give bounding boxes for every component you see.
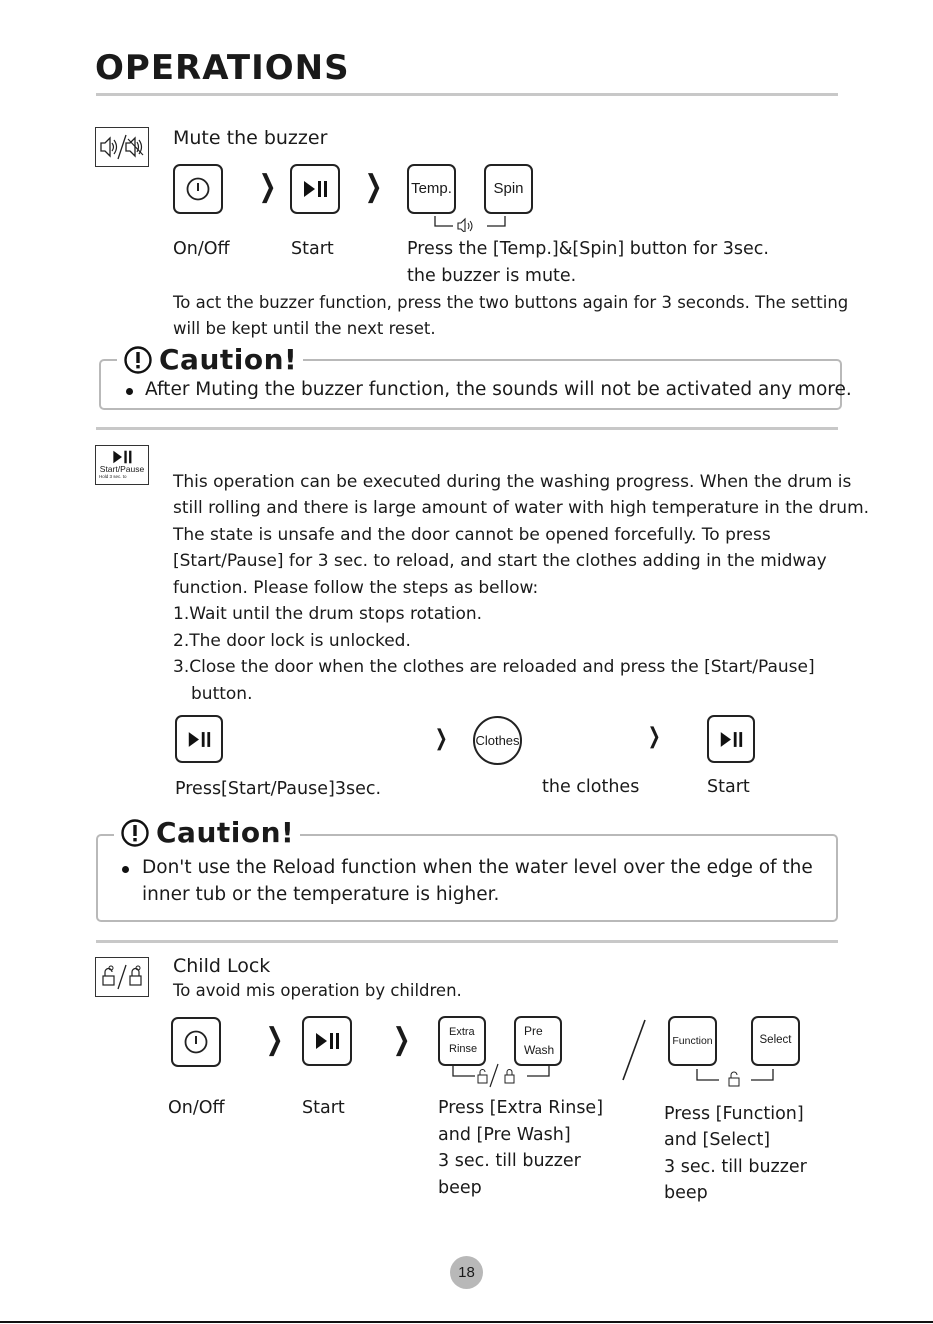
- clothes-button[interactable]: [473, 716, 522, 765]
- mute-speaker-icon: [95, 127, 149, 167]
- power-button[interactable]: [171, 1017, 221, 1067]
- reload-press-label: Press[Start/Pause]3sec.: [175, 779, 382, 799]
- mute-instruction-2: the buzzer is mute.: [407, 266, 577, 286]
- reload-line: still rolling and there is large amount of water with high temperature in the drum.: [173, 498, 870, 518]
- childlock-instruction-b: Press [Function]: [664, 1104, 804, 1124]
- caution-title: Caution!: [156, 816, 295, 849]
- childlock-instruction-a: and [Pre Wash]: [438, 1125, 571, 1145]
- function-button[interactable]: [668, 1016, 717, 1066]
- bracket-lock-icon: [694, 1066, 776, 1088]
- pre-wash-label-2: Wash: [524, 1043, 555, 1057]
- temp-button[interactable]: [407, 164, 456, 214]
- mute-instruction: Press the [Temp.]&[Spin] button for 3sec.: [407, 239, 769, 259]
- bullet: [122, 866, 129, 873]
- temp-button-label: Temp.: [411, 180, 452, 198]
- page-title: OPERATIONS: [95, 48, 350, 88]
- reload-line: [Start/Pause] for 3 sec. to reload, and start the clothes adding in the midway: [173, 551, 827, 571]
- extra-rinse-label: Extra: [449, 1025, 475, 1038]
- start-label: Start: [291, 239, 334, 259]
- page-bottom-rule: [0, 1321, 933, 1323]
- reload-step: button.: [191, 684, 253, 704]
- extra-rinse-label-2: Rinse: [449, 1043, 478, 1055]
- select-button[interactable]: [751, 1016, 800, 1066]
- start-pause-reload-icon: [95, 445, 149, 485]
- childlock-instruction-b: 3 sec. till buzzer: [664, 1157, 807, 1177]
- play-pause-icon: [313, 1031, 341, 1051]
- start-label: Start: [302, 1098, 345, 1118]
- mute-heading: Mute the buzzer: [173, 127, 328, 149]
- start-pause-icon-label: Start/Pause: [99, 464, 145, 474]
- play-pause-icon: [111, 449, 133, 465]
- power-button[interactable]: [173, 164, 223, 214]
- mute-note-2: will be kept until the next reset.: [173, 319, 436, 338]
- caution-text-2: inner tub or the temperature is higher.: [142, 884, 500, 905]
- warning-icon: [120, 818, 150, 848]
- caution-text: Don't use the Reload function when the water level over the edge of the: [142, 857, 813, 878]
- childlock-instruction-a: 3 sec. till buzzer: [438, 1151, 581, 1171]
- title-divider: [96, 93, 838, 96]
- chevron-right-icon: ❯: [364, 169, 383, 204]
- reload-line: This operation can be executed during the washing progress. When the drum is: [173, 472, 852, 492]
- childlock-instruction-a: beep: [438, 1178, 482, 1198]
- caution-heading: [117, 343, 303, 376]
- reload-clothes-label: the clothes: [542, 777, 640, 797]
- spin-button[interactable]: [484, 164, 533, 214]
- reload-start-label: Start: [707, 777, 750, 797]
- child-lock-icon: [95, 957, 149, 997]
- chevron-right-icon: ❯: [392, 1022, 411, 1057]
- reload-line: function. Please follow the steps as bellow:: [173, 578, 539, 598]
- onoff-label: On/Off: [173, 239, 230, 259]
- bracket-speaker-icon: [432, 214, 508, 232]
- start-pause-icon-sub: Hold 3 sec. to: [99, 473, 127, 479]
- childlock-instruction-a: Press [Extra Rinse]: [438, 1098, 604, 1118]
- clothes-button-label: Clothes: [475, 733, 520, 748]
- select-button-label: Select: [759, 1034, 792, 1047]
- function-button-label: Function: [672, 1034, 713, 1047]
- power-icon: [183, 1029, 209, 1055]
- pre-wash-button[interactable]: [514, 1016, 562, 1066]
- childlock-heading: Child Lock: [173, 955, 271, 977]
- page-number: 18: [450, 1256, 483, 1289]
- caution-text: After Muting the buzzer function, the sounds will not be activated any more.: [145, 379, 852, 400]
- extra-rinse-button[interactable]: [438, 1016, 486, 1066]
- start-pause-button[interactable]: [175, 715, 223, 763]
- play-pause-icon: [186, 730, 212, 749]
- separator-slash: [620, 1018, 648, 1082]
- power-icon: [185, 176, 211, 202]
- onoff-label: On/Off: [168, 1098, 225, 1118]
- chevron-right-icon: ❯: [265, 1022, 284, 1057]
- caution-title: Caution!: [159, 343, 298, 376]
- section-divider: [96, 940, 838, 943]
- childlock-instruction-b: and [Select]: [664, 1130, 771, 1150]
- chevron-right-icon: ❯: [258, 169, 277, 204]
- warning-icon: [123, 345, 153, 375]
- play-pause-icon: [301, 179, 329, 199]
- start-pause-button[interactable]: [707, 715, 755, 763]
- reload-step: 2.The door lock is unlocked.: [173, 631, 411, 651]
- bracket-lock-icon: [450, 1062, 552, 1088]
- chevron-right-icon: ❯: [647, 724, 661, 749]
- mute-note: To act the buzzer function, press the two buttons again for 3 seconds. The setting: [173, 293, 849, 312]
- spin-button-label: Spin: [493, 180, 524, 198]
- start-pause-button[interactable]: [290, 164, 340, 214]
- bullet: [126, 388, 133, 395]
- reload-step: 3.Close the door when the clothes are reloaded and press the [Start/Pause]: [173, 657, 815, 677]
- childlock-instruction-b: beep: [664, 1183, 708, 1203]
- childlock-subheading: To avoid mis operation by children.: [173, 981, 462, 1000]
- reload-line: The state is unsafe and the door cannot be opened forcefully. To press: [173, 525, 771, 545]
- start-pause-button[interactable]: [302, 1016, 352, 1066]
- section-divider: [96, 427, 838, 430]
- pre-wash-label: Pre: [524, 1024, 543, 1039]
- caution-heading: [114, 816, 300, 849]
- chevron-right-icon: ❯: [434, 726, 448, 751]
- play-pause-icon: [718, 730, 744, 749]
- reload-step: 1.Wait until the drum stops rotation.: [173, 604, 483, 624]
